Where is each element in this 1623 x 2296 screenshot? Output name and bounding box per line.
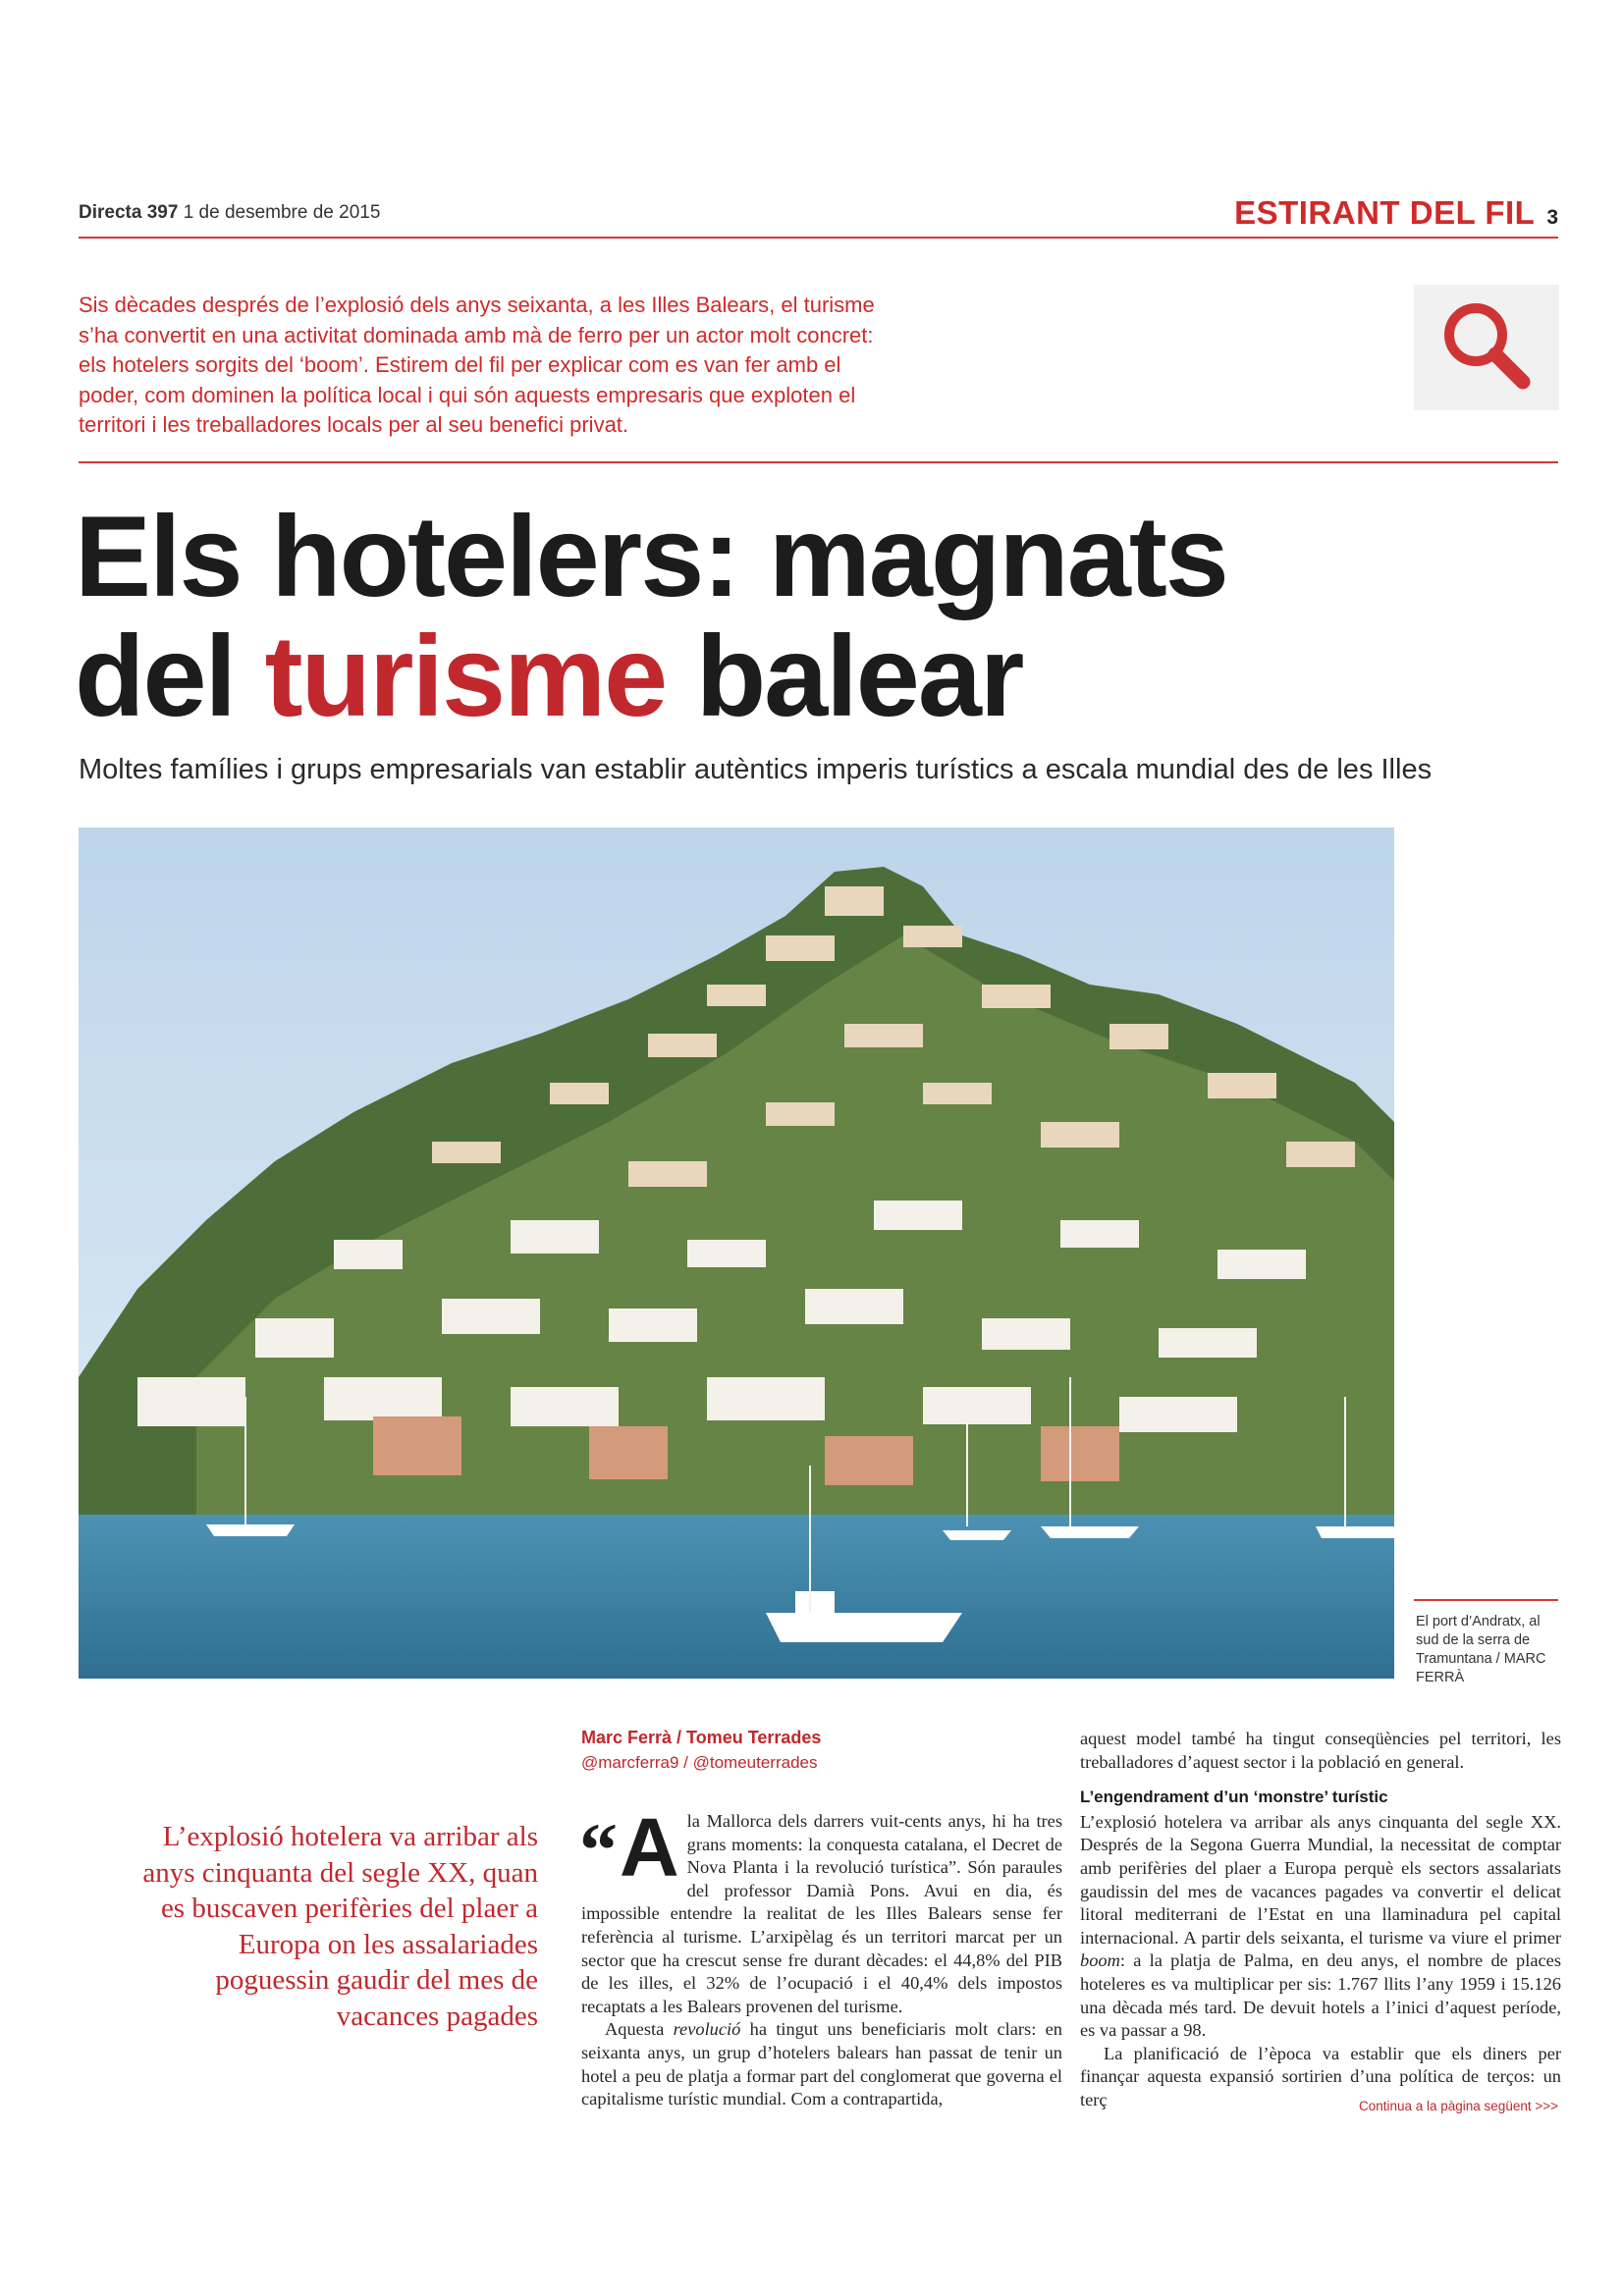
page-number: 3: [1546, 206, 1558, 229]
header-rule: [79, 237, 1558, 239]
subheadline: Moltes famílies i grups empresarials van establir autèntics imperis turístics a escala mundial des de les Illes: [79, 754, 1433, 785]
body-paragraph-5: La planificació de l’època va establir que els diners per finançar aquesta expansió sortirien d’una política de terços: un terç: [1080, 2043, 1561, 2109]
section-title: ESTIRANT DEL FIL: [1234, 194, 1536, 231]
caption-rule: [1414, 1599, 1558, 1601]
publication-name: Directa 397: [79, 202, 179, 223]
magnifying-glass-icon: [1414, 285, 1559, 410]
continues-link[interactable]: Continua a la pàgina següent >>>: [1358, 2099, 1558, 2113]
photo-caption: El port d’Andratx, al sud de la serra de Tramuntana / MARC FERRÀ: [1416, 1614, 1546, 1685]
body-paragraph-4: L’explosió hotelera va arribar als anys cinquanta del segle XX. Després de la Segona Guerra Mundial, la necessitat de comptar amb perifèries del plaer a Europa perquè els sectors assalariats gaudissin del mes de vacances pagades va convertir el delicat litoral mediterrani de l’Estat en una llaminadura pel capital internacional. A partir dels seixanta, el turisme va viure el primer boom: a la platja de Palma, en deu anys, el nombre de places hoteleres es va multiplicar per sis: 1.767 llits l’any 1959 i 15.126 una dècada més tard. De devuit hotels a l’inici d’aquest període, es va passar a 98.: [1080, 1811, 1561, 2041]
crosshead: L’engendrament d’un ‘monstre’ turístic: [1080, 1788, 1388, 1807]
harbour-photo: [79, 828, 1394, 1679]
issue-date: 1 de desembre de 2015: [183, 202, 381, 223]
headline-highlight: turisme: [264, 612, 667, 740]
headline: [75, 492, 1227, 740]
body-paragraph-2: Aquesta revolució ha tingut uns beneficiaris molt clars: en seixanta anys, un grup d’hotelers balears han passat de tenir un hotel a peu de platja a formar part del conglomerat que governa el capitalisme turístic mundial. Com a contrapartida,: [581, 2019, 1062, 2109]
body-paragraph-1: “A la Mallorca dels darrers vuit-cents anys, hi ha tres grans moments: la conquesta catalana, el Decret de Nova Planta i la revolució turística”. Són paraules del professor Damià Pons. Avui en dia, és impossible entendre la realitat de les Illes Balears sense fer referència al turisme. L’arxipèlag és un territori marcat per un sector que ha crescut sense fre durant dècades: el 44,8% del PIB de les illes, el 32% de l’ocupació i el 40,4% dels impostos recaptats a les Balears provenen del turisme.: [579, 1801, 1062, 2016]
drop-cap: “A: [579, 1801, 679, 1894]
body-paragraph-3: aquest model també ha tingut conseqüències pel territori, les treballadores d’aquest sector i la població en general.: [1080, 1729, 1561, 1772]
headline-line1: Els hotelers: magnats: [75, 492, 1227, 620]
article-column-2: [1080, 1728, 1561, 2112]
intro-text: Sis dècades després de l’explosió dels anys seixanta, a les Illes Balears, el turisme s’ha convertit en una activitat dominada amb mà de ferro per un actor molt concret: els hotelers sorgits del ‘boom’. Estirem del fil per explicar com es van fer amb el poder, com dominen la política local i qui són aquests empresaris que exploten el territori i les treballadores locals per al seu benefici privat.: [79, 293, 875, 437]
headline-line2-end: balear: [666, 612, 1023, 740]
issue-info: [79, 202, 380, 224]
byline-handles: @marcferra9 / @tomeuterrades: [581, 1753, 818, 1772]
headline-line2-start: del: [75, 612, 265, 740]
intro-rule: [79, 461, 1558, 463]
byline-authors: Marc Ferrà / Tomeu Terrades: [581, 1728, 822, 1747]
pull-quote: L’explosió hotelera va arribar als anys cinquanta del segle XX, quan es buscaven perifèries del plaer a Europa on les assalariades poguessin gaudir del mes de vacances pagades: [142, 1821, 538, 2032]
section-header: [1234, 194, 1558, 232]
article-column-1: [579, 1801, 1062, 2111]
